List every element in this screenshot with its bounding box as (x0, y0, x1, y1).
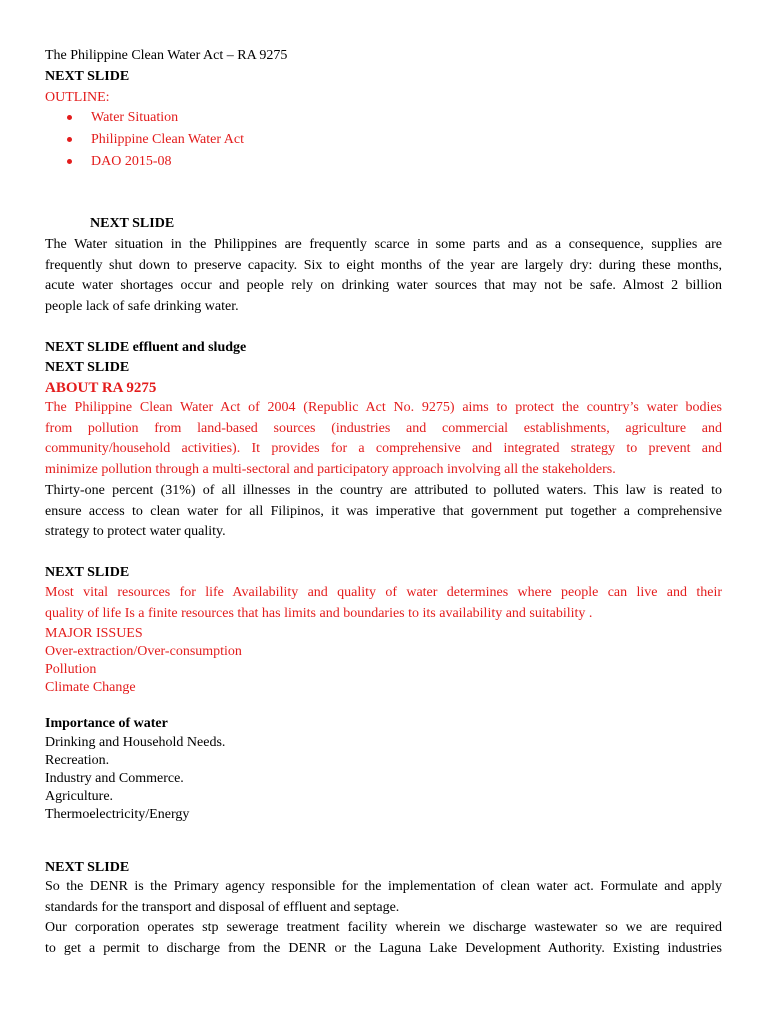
document-title: The Philippine Clean Water Act – RA 9275 (45, 48, 288, 63)
about-ra-paragraph (45, 398, 722, 480)
major-issue-item: Climate Change (45, 680, 136, 695)
outline-item: Philippine Clean Water Act (45, 130, 244, 152)
paragraph-line: people lack of safe drinking water. (45, 298, 239, 314)
importance-item: Agriculture. (45, 789, 114, 804)
paragraph-line: to get a permit to discharge from the DENR or the Laguna Lake Development Authority. Existing industries (45, 940, 722, 956)
next-slide-heading-2: NEXT SLIDE (90, 216, 175, 231)
paragraph-line: The Water situation in the Philippines are frequently scarce in some parts and as a consequence, supplies are (45, 237, 722, 252)
outline-heading: OUTLINE: (45, 90, 110, 105)
next-slide-heading-3: NEXT SLIDE (45, 360, 130, 375)
paragraph-line: quality of life Is a finite resources that has limits and boundaries to its availability and suitability . (45, 605, 593, 621)
paragraph-line: standards for the transport and disposal of effluent and septage. (45, 899, 400, 915)
major-issues-heading: MAJOR ISSUES (45, 626, 143, 641)
about-ra-heading: ABOUT RA 9275 (45, 380, 157, 396)
paragraph-line: Thirty-one percent (31%) of all illnesses in the country are attributed to polluted waters. This law is reated to (45, 483, 722, 498)
paragraph-line: ensure access to clean water for all Filipinos, it was imperative that government put together a comprehensive (45, 503, 722, 519)
bullet-dot-icon (67, 115, 72, 120)
water-situation-paragraph (45, 235, 722, 317)
paragraph-line: acute water shortages occur and people rely on drinking water sources that may not be safe. Almost 2 billion (45, 278, 722, 293)
importance-item: Thermoelectricity/Energy (45, 807, 190, 822)
paragraph-line: strategy to protect water quality. (45, 524, 226, 539)
bullet-dot-icon (67, 137, 72, 142)
next-slide-heading-5: NEXT SLIDE (45, 860, 130, 875)
next-slide-heading-1: NEXT SLIDE (45, 69, 130, 84)
paragraph-line: Our corporation operates stp sewerage treatment facility wherein we discharge wastewater so we are required (45, 920, 722, 935)
importance-list (45, 734, 722, 824)
paragraph-line: So the DENR is the Primary agency responsible for the implementation of clean water act. Formulate and apply (45, 879, 722, 894)
paragraph-line: Most vital resources for life Availability and quality of water determines where people can live and their (45, 585, 722, 600)
outline-list (45, 108, 244, 174)
vital-resources-paragraph (45, 583, 722, 624)
importance-item: Industry and Commerce. (45, 771, 184, 786)
importance-item: Drinking and Household Needs. (45, 735, 226, 750)
next-slide-effluent-heading: NEXT SLIDE effluent and sludge (45, 340, 247, 355)
paragraph-line: minimize pollution through a multi-sectoral and participatory approach involving all the stakeholders. (45, 461, 616, 477)
paragraph-line: frequently shut down to preserve capacity. Six to eight months of the year are largely dry: during these months, (45, 257, 722, 273)
major-issues-list (45, 643, 722, 697)
importance-heading: Importance of water (45, 716, 168, 731)
bullet-dot-icon (67, 159, 72, 164)
paragraph-line: community/household activities). It provides for a comprehensive and integrated strategy to prevent and (45, 441, 722, 456)
next-slide-heading-4: NEXT SLIDE (45, 565, 130, 580)
importance-item: Recreation. (45, 753, 110, 768)
outline-item: Water Situation (45, 108, 244, 130)
illness-paragraph (45, 481, 722, 543)
paragraph-line: The Philippine Clean Water Act of 2004 (Republic Act No. 9275) aims to protect the country’s water bodies (45, 400, 722, 415)
paragraph-line: from pollution from land-based sources (industries and commercial establishments, agriculture and (45, 420, 722, 436)
outline-item: DAO 2015-08 (45, 152, 244, 174)
major-issue-item: Pollution (45, 662, 97, 677)
denr-paragraph (45, 877, 722, 918)
major-issue-item: Over-extraction/Over-consumption (45, 644, 242, 659)
corporation-paragraph (45, 918, 722, 959)
